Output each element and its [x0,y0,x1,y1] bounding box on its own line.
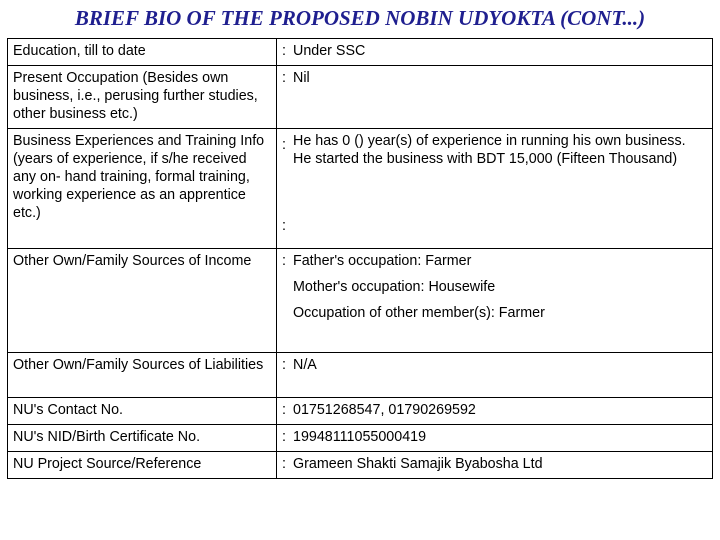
colon-separator: : [277,353,292,398]
table-row [8,353,713,398]
label-liabilities: Other Own/Family Sources of Liabilities [8,353,277,398]
colon-separator: : : [277,129,292,249]
label-income-sources: Other Own/Family Sources of Income [8,249,277,353]
table-row [8,398,713,425]
colon-separator: : [277,66,292,129]
bio-table [7,38,713,479]
table-row [8,425,713,452]
value-business-experience: He has 0 () year(s) of experience in running his own business. He started the business with BDT 15,000 (Fifteen Thousand) [291,129,713,249]
father-occupation: Father's occupation: Farmer [293,253,472,269]
colon-separator: : [277,398,292,425]
label-education: Education, till to date [8,39,277,66]
label-present-occupation: Present Occupation (Besides own business, i.e., perusing further studies, other business etc.) [8,66,277,129]
value-nid-no: 19948111055000419 [291,425,713,452]
label-contact-no: NU's Contact No. [8,398,277,425]
colon-separator: : [277,249,292,353]
label-business-experience: Business Experiences and Training Info (years of experience, if s/he received any on- hand training, formal training, working experience as an apprentice etc.) [8,129,277,249]
mother-occupation: Mother's occupation: Housewife [293,279,496,295]
other-member-occupation: Occupation of other member(s): Farmer [293,305,545,321]
value-liabilities: N/A [291,353,713,398]
table-row [8,249,713,353]
label-project-source: NU Project Source/Reference [8,452,277,479]
table-row [8,452,713,479]
value-contact-no: 01751268547, 01790269592 [291,398,713,425]
colon-separator: : [277,39,292,66]
table-row [8,39,713,66]
page-title: BRIEF BIO OF THE PROPOSED NOBIN UDYOKTA (CONT...) [74,6,646,30]
table-row [8,66,713,129]
value-present-occupation: Nil [291,66,713,129]
value-income-sources [291,249,713,353]
colon-separator: : [277,425,292,452]
table-row [8,129,713,249]
colon-separator: : [277,452,292,479]
value-education: Under SSC [291,39,713,66]
label-nid-no: NU's NID/Birth Certificate No. [8,425,277,452]
value-project-source: Grameen Shakti Samajik Byabosha Ltd [291,452,713,479]
